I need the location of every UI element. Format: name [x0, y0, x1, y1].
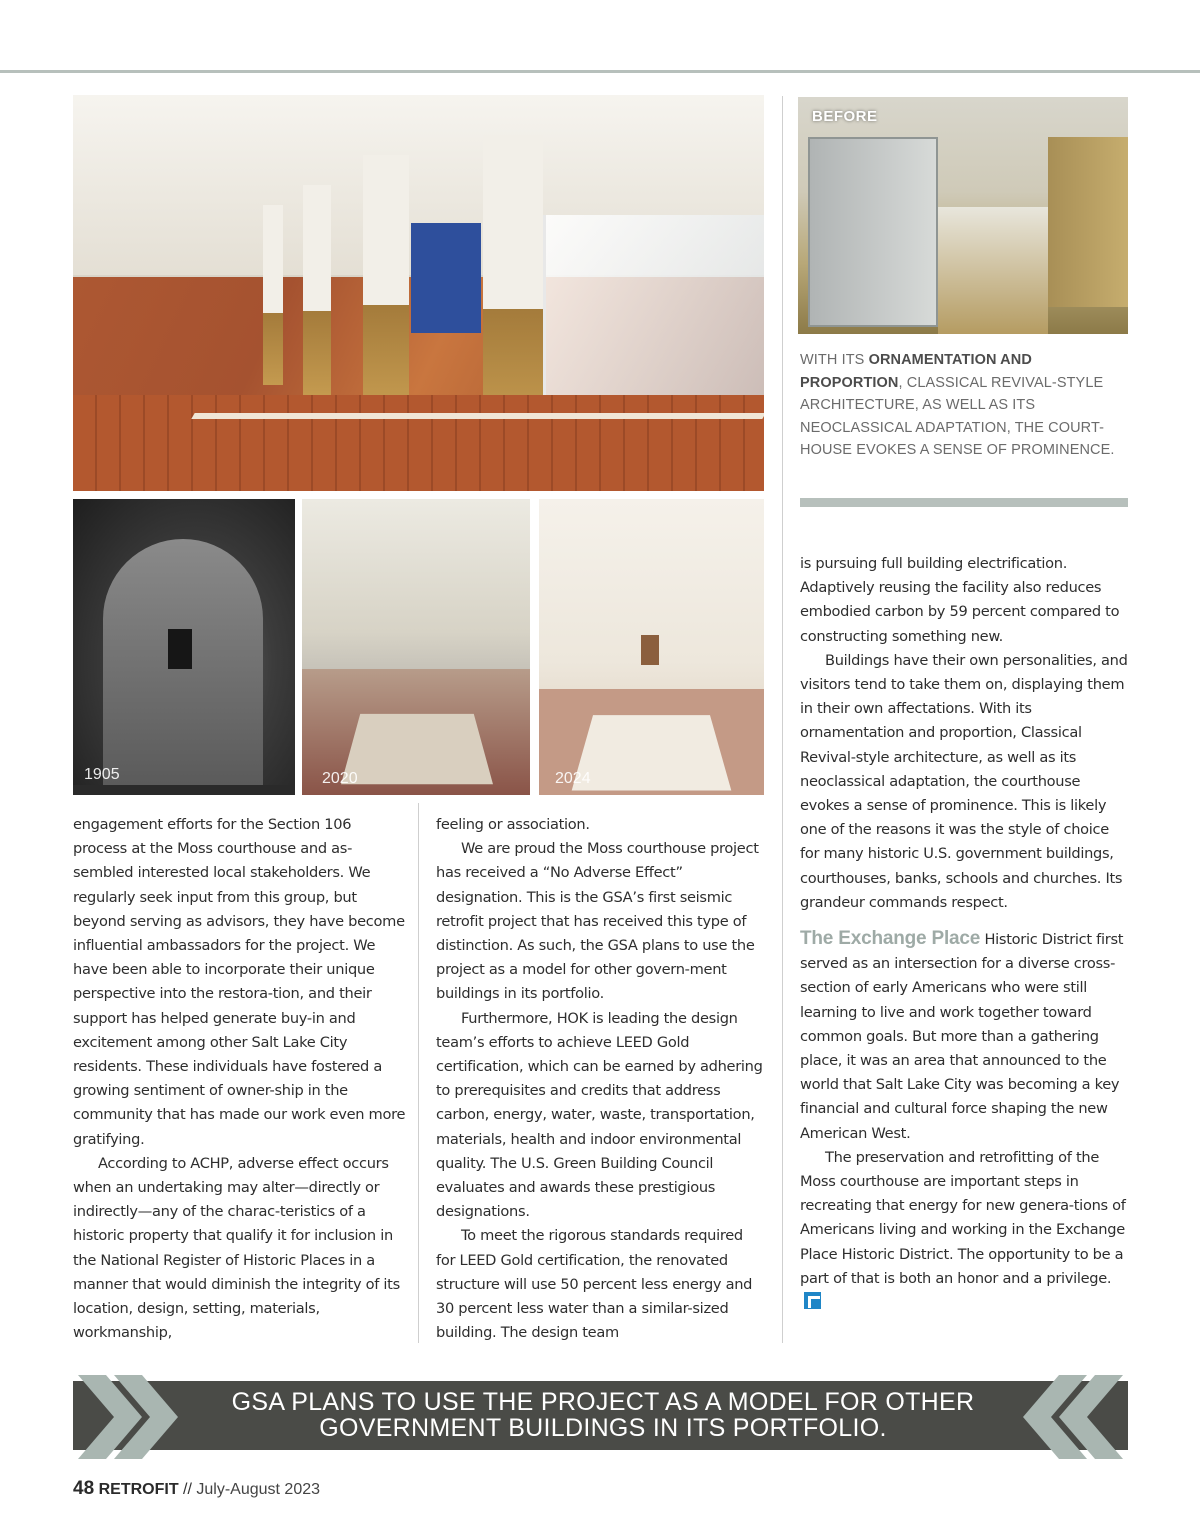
chevron-left-icon [1023, 1375, 1123, 1459]
paragraph: Furthermore, HOK is leading the design team’s efforts to achieve LEED Gold certification, which can be earned by adhering to prerequisites and credits that address carbon, energy, water, waste, transportation, materials, health and indoor environmental quality. The U.S. Green Building Council evaluates and awards these prestigious designations. [436, 1009, 763, 1221]
hero-photo-corridor [73, 95, 764, 491]
paragraph: engagement efforts for the Section 106 process at the Moss courthouse and as-sembled interested local stakeholders. We regularly seek input from this group, but beyond serving as advisors, they have become influential ambassadors for the project. We have been able to incorporate their unique perspective into the restora-tion, and their support has helped generate buy-in and excitement among other Salt Lake City residents. These individuals have fostered a growing sentiment of owner-ship in the community that has made our work even more gratifying. [73, 816, 406, 1148]
footer-separator: // [183, 1481, 192, 1498]
before-label: BEFORE [812, 108, 878, 125]
article-column-1 [73, 813, 408, 1345]
column-divider [782, 96, 783, 1343]
paragraph: Buildings have their own personalities, and visitors tend to take them on, displaying them in their own affectations. With its ornamentation and proportion, Classical Revival-style architecture, as well as its neoclassical adaptation, the courthouse evokes a sense of prominence. This is likely one of the reasons it was the style of choice for many historic U.S. government buildings, courthouses, banks, schools and churches. Its grandeur commands respect. [800, 651, 1128, 911]
chevron-right-icon [78, 1375, 178, 1459]
pull-quote-text: GSA PLANS TO USE THE PROJECT AS A MODEL FOR OTHER GOVERNMENT BUILDINGS IN ITS PORTFOLIO. [231, 1388, 975, 1442]
column-divider [418, 803, 419, 1343]
paragraph: We are proud the Moss courthouse project has received a “No Adverse Effect” designation. This is the GSA’s first seismic retrofit project that has received this type of distinction. As such, the GSA plans to use the project as a model for other govern-ment buildings in its portfolio. [436, 840, 759, 1003]
year-label-2020: 2020 [322, 770, 358, 787]
pull-quote-banner [73, 1381, 1128, 1450]
issue-date: July-August 2023 [196, 1481, 321, 1498]
page-footer [73, 1478, 320, 1500]
paragraph: To meet the rigorous standards required for LEED Gold certification, the renovated structure will use 50 percent less energy and 30 percent less water than a similar-sized building. The design team [436, 1227, 753, 1342]
page-number: 48 [73, 1478, 95, 1499]
photo-caption: WITH ITS ORNAMENTATION AND PROPORTION, CLASSICAL REVIVAL-STYLE ARCHITECTURE, AS WELL AS ITS NEOCLASSICAL ADAPTATION, THE COURT-HOUSE EVOKES A SENSE OF PROMINENCE. [800, 352, 1115, 458]
caption-emphasis: ORNAMENTATION AND PROPORTION [800, 352, 1032, 391]
end-mark-icon [804, 1292, 821, 1309]
article-column-2 [436, 813, 766, 1345]
paragraph-section-lead: The Exchange Place Historic District first served as an intersection for a diverse cross-section of early Americans who were still learning to live and work together toward common goals. But more than a gathering place, it was an area that announced to the world that Salt Lake City was becoming a key financial and cultural force shaping the new American West. [800, 928, 1124, 1142]
paragraph: According to ACHP, adverse effect occurs when an undertaking may alter—directly or indirectly—any of the charac-teristics of a historic property that qualify it for inclusion in the National Register of Historic Places in a manner that would diminish the integrity of its location, design, setting, materials, workmanship, [73, 1154, 400, 1342]
sidebar-rule [800, 498, 1128, 507]
article-column-3 [800, 552, 1130, 1315]
paragraph: feeling or association. [436, 816, 590, 833]
before-photo [798, 97, 1128, 334]
photo-1905 [73, 499, 295, 795]
year-label-2024: 2024 [555, 770, 591, 787]
photo-2020 [302, 499, 530, 795]
year-label-1905: 1905 [84, 766, 120, 783]
photo-2024 [539, 499, 764, 795]
paragraph: is pursuing full building electrification. Adaptively reusing the facility also reduces embodied carbon by 59 percent compared to constructing something new. [800, 555, 1120, 645]
magazine-name: RETROFIT [98, 1481, 179, 1498]
top-rule [0, 70, 1200, 73]
paragraph: The preservation and retrofitting of the Moss courthouse are important steps in recreating that energy for new genera-tions of Americans living and working in the Exchange Place Historic District. The opportunity to be a part of that is both an honor and a privilege. [800, 1146, 1130, 1315]
section-lead: The Exchange Place [800, 928, 981, 950]
